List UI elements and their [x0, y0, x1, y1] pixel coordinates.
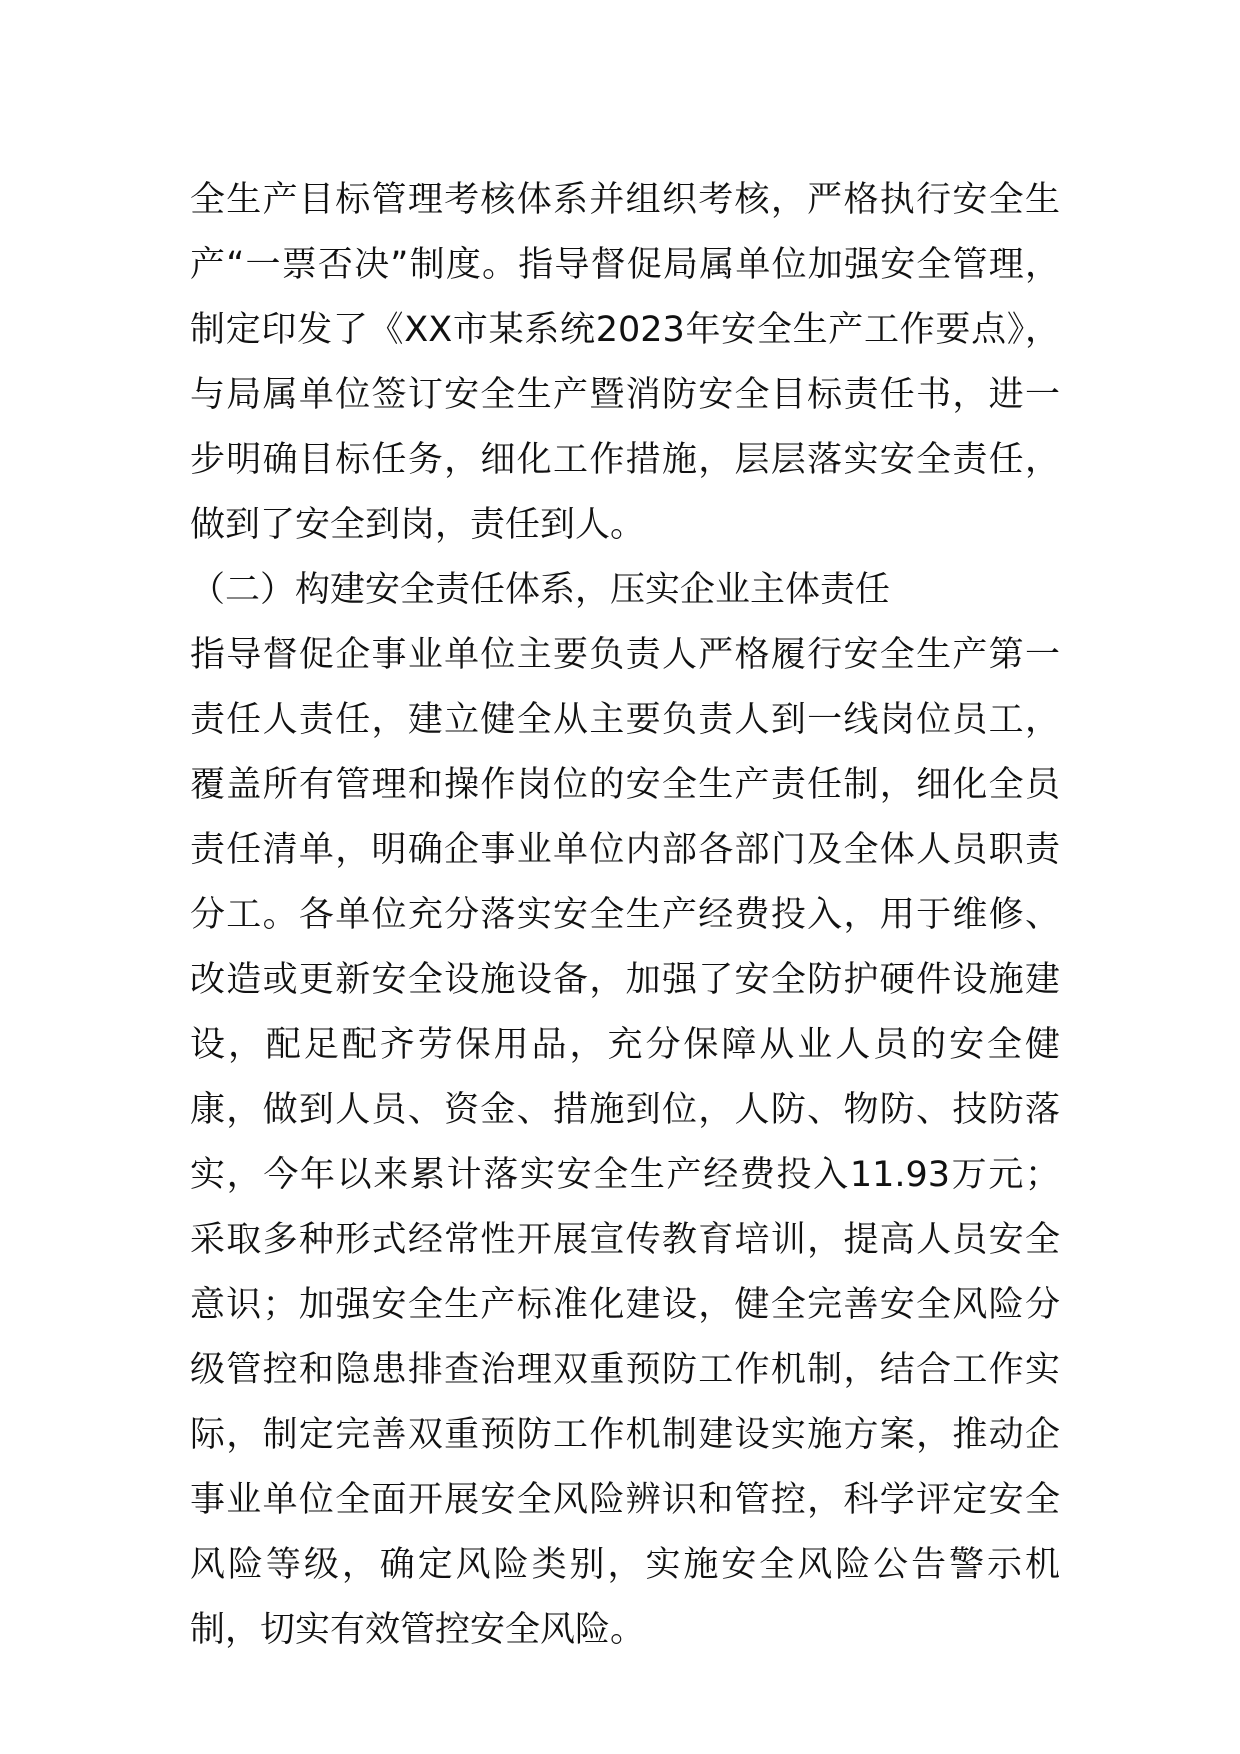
body-paragraph-1: 全生产目标管理考核体系并组织考核，严格执行安全生产“一票否决”制度。指导督促局属单位加强安全管理，制定印发了《XX市某系统2023年安全生产工作要点》，与局属单位签订安全生产暨消防安全目标责任书，进一步明确目标任务，细化工作措施，层层落实安全责任，做到了安全到岗，责任到人。	[190, 180, 1060, 545]
document-body	[190, 168, 1060, 1663]
body-paragraph-2: 指导督促企事业单位主要负责人严格履行安全生产第一责任人责任，建立健全从主要负责人到一线岗位员工，覆盖所有管理和操作岗位的安全生产责任制，细化全员责任清单，明确企事业单位内部各部门及全体人员职责分工。各单位充分落实安全生产经费投入，用于维修、改造或更新安全设施设备，加强了安全防护硬件设施建设，配足配齐劳保用品，充分保障从业人员的安全健康，做到人员、资金、措施到位，人防、物防、技防落实，今年以来累计落实安全生产经费投入11.93万元；采取多种形式经常性开展宣传教育培训，提高人员安全意识；加强安全生产标准化建设，健全完善安全风险分级管控和隐患排查治理双重预防工作机制，结合工作实际，制定完善双重预防工作机制建设实施方案，推动企事业单位全面开展安全风险辨识和管控，科学评定安全风险等级，确定风险类别，实施安全风险公告警示机制，切实有效管控安全风险。	[190, 635, 1060, 1650]
section-heading: （二）构建安全责任体系，压实企业主体责任	[190, 570, 891, 610]
